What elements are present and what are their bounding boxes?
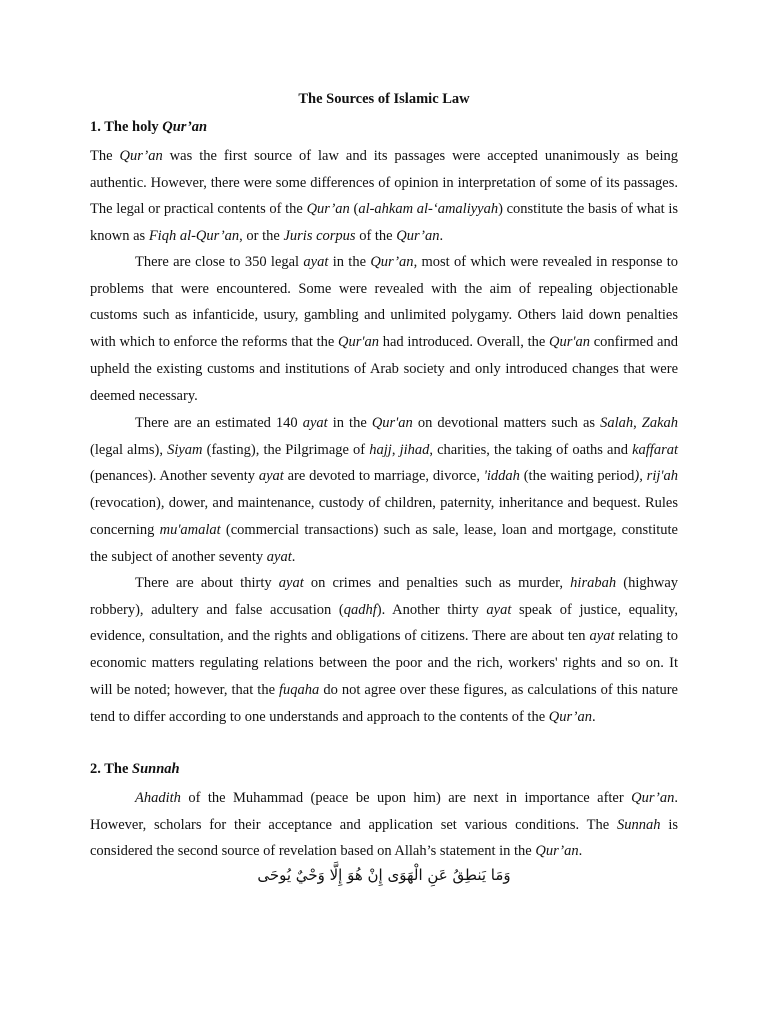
text-run: There are an estimated 140: [135, 415, 303, 431]
text-run: (legal alms),: [90, 441, 168, 458]
italic-term: Qur'an: [338, 334, 380, 351]
italic-term: al-ahkam al-‘amaliyyah: [358, 201, 499, 218]
paragraph-legal-ayat: [90, 249, 678, 409]
text-run: on devotional matters such as: [412, 415, 601, 431]
section-heading-term: Qur’an: [162, 119, 208, 135]
paragraph-quran-intro: [90, 143, 678, 250]
text-run: ) constitute the basis of what is known as: [90, 201, 679, 245]
text-run: had introduced. Overall, the: [379, 334, 550, 351]
text-run: is considered the second source of revelation based on Allah’s statement in the: [90, 816, 679, 860]
italic-term: ayat: [589, 628, 615, 645]
text-run: , most of which were revealed in response to problems that were encountered. Some were revealed with the aim of repealing objectionable customs such as infanticide, usury, gambling and unlimited polygamy. Others laid down penalties with which to enforce the reforms that the: [90, 254, 678, 351]
italic-term: Juris corpus: [283, 228, 356, 245]
text-run: of the Muhammad (peace be upon him) are next in importance after: [180, 790, 632, 806]
page-title: The Sources of Islamic Law: [298, 91, 470, 107]
italic-term: 'iddah: [483, 468, 520, 485]
section-heading-sunnah: [90, 761, 180, 778]
italic-term: fuqaha: [279, 681, 320, 698]
italic-term: kaffarat: [632, 441, 679, 458]
text-run: in the: [327, 415, 372, 431]
text-run: on crimes and penalties such as murder,: [303, 575, 571, 591]
italic-term: Qur’an: [396, 228, 440, 245]
italic-term: Siyam: [167, 441, 203, 458]
text-run: . However, scholars for their acceptance and application set various conditions. The: [90, 790, 678, 833]
italic-term: hirabah: [570, 575, 617, 591]
text-run: There are about thirty: [135, 575, 279, 591]
paragraph-sunnah: [90, 785, 678, 865]
italic-term: jihad: [399, 441, 430, 458]
italic-term: Qur’an: [631, 790, 675, 806]
text-run: , charities, the taking of oaths and: [429, 441, 633, 458]
text-run: .: [439, 228, 444, 245]
italic-term: Qur’an: [535, 843, 579, 860]
text-run: (commercial transactions) such as sale, lease, loan and mortgage, constitute the subject of another seventy: [90, 521, 678, 565]
text-run: , or the: [239, 228, 284, 245]
italic-term: Qur’an: [306, 201, 350, 218]
italic-term: ayat: [302, 415, 328, 431]
text-run: (highway robbery), adultery and false accusation (: [90, 575, 679, 618]
italic-term: ayat: [486, 601, 512, 618]
italic-term: ayat: [258, 468, 284, 485]
italic-term: ), rij'ah: [634, 468, 678, 485]
section-heading-number: 2. The: [90, 761, 133, 777]
text-run: (the waiting period: [519, 468, 635, 485]
text-run: do not agree over these figures, as calculations of this nature tend to differ according to one understands and approach to the contents of the: [90, 681, 678, 725]
italic-term: hajj: [369, 441, 392, 458]
text-run: There are close to 350 legal: [135, 254, 304, 270]
italic-term: Zakah: [641, 415, 679, 431]
text-run: speak of justice, equality, evidence, consultation, and the rights and obligations of citizens. There are about ten: [90, 601, 679, 645]
text-run: (penances). Another seventy: [90, 468, 259, 485]
italic-term: Qur’an: [119, 148, 163, 164]
italic-term: Sunnah: [617, 816, 661, 833]
italic-term: ayat: [278, 575, 304, 591]
section-heading-number: 1. The holy: [90, 119, 163, 135]
italic-term: Salah: [600, 415, 634, 431]
italic-term: Qur’an: [370, 254, 414, 270]
text-run: are devoted to marriage, divorce,: [283, 468, 484, 485]
arabic-verse: وَمَا يَنطِقُ عَنِ الْهَوَى إِنْ هُوَ إِلَّا وَحْيٌ يُوحَى: [257, 866, 511, 884]
italic-term: Qur'an: [549, 334, 591, 351]
text-run: was the first source of law and its passages were accepted unanimously as being authentic. However, there were some differences of opinion in interpretation of some of its passages. The legal or practical contents of the: [90, 148, 679, 218]
text-run: in the: [328, 254, 371, 270]
text-run: .: [291, 548, 296, 565]
italic-term: qadhf: [343, 601, 377, 618]
italic-term: Qur’an: [548, 708, 592, 725]
text-run: .: [592, 708, 596, 725]
italic-term: mu'amalat: [159, 521, 221, 538]
text-run: relating to economic matters regulating relations between the poor and the rich, workers' rights and so on. It will be noted; however, that the: [90, 628, 678, 698]
italic-term: Qur'an: [371, 415, 413, 431]
italic-term: ayat: [303, 254, 329, 270]
text-run: (fasting), the Pilgrimage of: [202, 441, 370, 458]
paragraph-crimes-penalties: [90, 570, 678, 730]
paragraph-devotional-matters: [90, 410, 678, 570]
text-run: (: [349, 201, 359, 218]
italic-term: Ahadith: [135, 790, 181, 806]
text-run: ). Another thirty: [376, 601, 487, 618]
text-run: ,: [633, 415, 642, 431]
section-heading-term: Sunnah: [132, 761, 180, 777]
section-heading-quran: [90, 119, 207, 136]
text-run: confirmed and upheld the existing customs and institutions of Arab society and only introduced changes that were deemed necessary.: [90, 334, 678, 404]
italic-term: Fiqh al-Qur’an: [148, 228, 240, 245]
text-run: of the: [355, 228, 397, 245]
text-run: The: [90, 148, 120, 164]
italic-term: ayat: [266, 548, 292, 565]
text-run: ,: [391, 441, 400, 458]
text-run: (revocation), dower, and maintenance, custody of children, paternity, inheritance and bequest. Rules concerning: [90, 495, 678, 538]
text-run: .: [578, 843, 583, 860]
